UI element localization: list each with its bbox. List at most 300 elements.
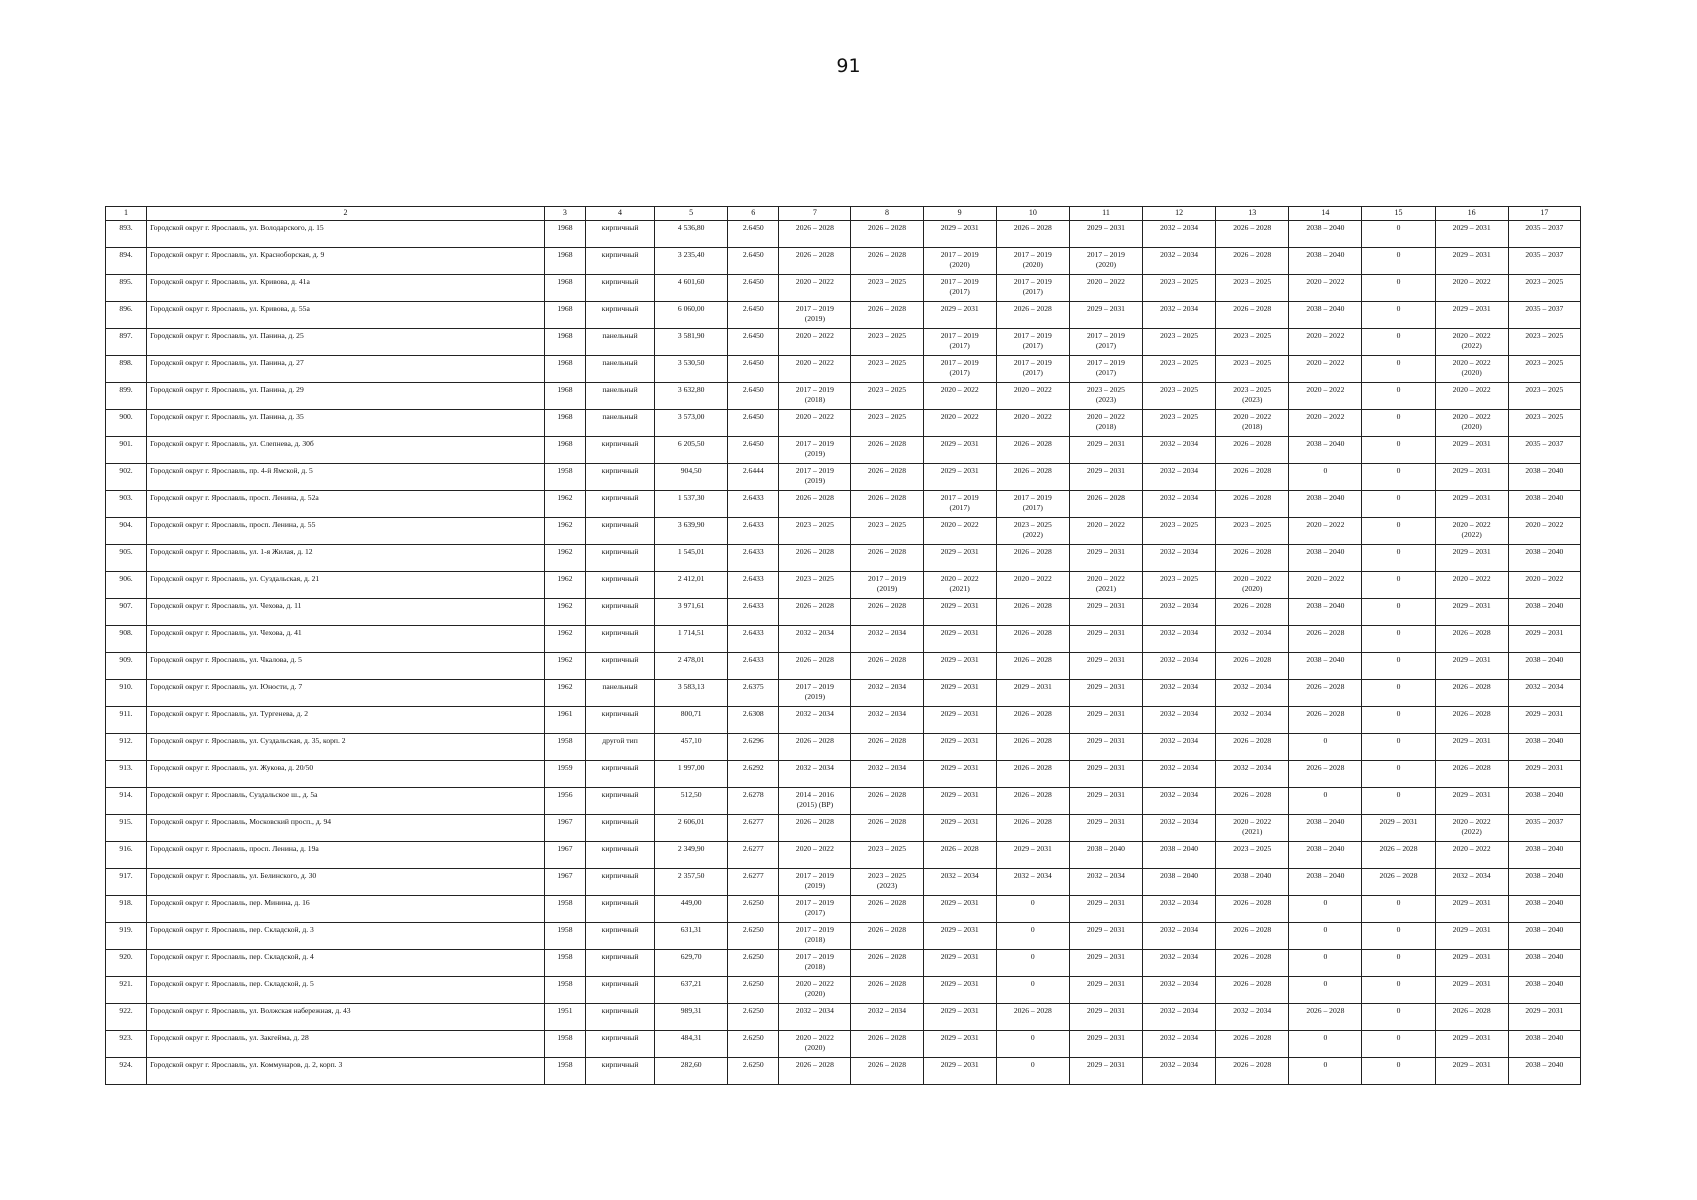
table-cell: 2026 – 2028 <box>779 491 851 518</box>
table-cell: 2029 – 2031 <box>1069 923 1142 950</box>
table-cell: 2032 – 2034 <box>851 707 923 734</box>
table-cell: 2023 – 2025 <box>1143 329 1216 356</box>
table-row <box>106 302 1581 329</box>
table-cell: 2 478,01 <box>655 653 728 680</box>
table-cell: 2026 – 2028 <box>1216 221 1289 248</box>
table-cell: 2029 – 2031 <box>1508 626 1580 653</box>
table-cell: 2017 – 2019 (2020) <box>996 248 1069 275</box>
table-row <box>106 1004 1581 1031</box>
table-cell: 0 <box>1362 896 1435 923</box>
table-cell: 2026 – 2028 <box>1216 1031 1289 1058</box>
table-cell: кирпичный <box>585 626 654 653</box>
table-cell: 2026 – 2028 <box>996 815 1069 842</box>
table-cell: 2032 – 2034 <box>1143 761 1216 788</box>
table-cell: 2023 – 2025 <box>1143 572 1216 599</box>
table-cell: 2029 – 2031 <box>1435 653 1508 680</box>
table-cell: кирпичный <box>585 1031 654 1058</box>
table-cell: 2038 – 2040 <box>1069 842 1142 869</box>
table-cell: 2035 – 2037 <box>1508 221 1580 248</box>
table-cell: 2020 – 2022 <box>1069 275 1142 302</box>
table-cell: 2020 – 2022 <box>1289 383 1362 410</box>
table-cell: 918. <box>106 896 147 923</box>
table-cell: 2026 – 2028 <box>851 437 923 464</box>
table-cell: 2020 – 2022 <box>923 383 996 410</box>
table-cell: 0 <box>1362 734 1435 761</box>
address-cell: Городской округ г. Ярославль, пер. Складской, д. 5 <box>147 977 545 1004</box>
table-cell: 2032 – 2034 <box>1216 680 1289 707</box>
table-cell: 1959 <box>544 761 585 788</box>
table-cell: 1968 <box>544 410 585 437</box>
table-cell: 2026 – 2028 <box>1216 950 1289 977</box>
table-cell: 2023 – 2025 <box>1143 518 1216 545</box>
table-cell: 2038 – 2040 <box>1289 248 1362 275</box>
table-cell: 2038 – 2040 <box>1289 815 1362 842</box>
table-cell: 2 412,01 <box>655 572 728 599</box>
table-cell: 2029 – 2031 <box>923 464 996 491</box>
table-cell: 2023 – 2025 <box>1508 383 1580 410</box>
table-cell: 2026 – 2028 <box>1216 788 1289 815</box>
table-cell: 2026 – 2028 <box>851 1058 923 1085</box>
table-cell: 2029 – 2031 <box>923 599 996 626</box>
table-cell: 1956 <box>544 788 585 815</box>
table-cell: 1951 <box>544 1004 585 1031</box>
table-cell: 2029 – 2031 <box>1435 1031 1508 1058</box>
table-cell: 1958 <box>544 734 585 761</box>
table-cell: 1958 <box>544 464 585 491</box>
address-cell: Городской округ г. Ярославль, ул. Волжская набережная, д. 43 <box>147 1004 545 1031</box>
table-cell: 2029 – 2031 <box>1069 950 1142 977</box>
table-cell: 2029 – 2031 <box>996 842 1069 869</box>
table-cell: 2 349,90 <box>655 842 728 869</box>
table-cell: 2029 – 2031 <box>1069 1058 1142 1085</box>
address-cell: Городской округ г. Ярославль, ул. Панина, д. 25 <box>147 329 545 356</box>
table-cell: 903. <box>106 491 147 518</box>
table-cell: 2029 – 2031 <box>1069 464 1142 491</box>
table-cell: 2029 – 2031 <box>1435 950 1508 977</box>
table-cell: кирпичный <box>585 464 654 491</box>
address-cell: Городской округ г. Ярославль, Суздальское ш., д. 5а <box>147 788 545 815</box>
table-cell: 2026 – 2028 <box>1216 491 1289 518</box>
table-cell: кирпичный <box>585 815 654 842</box>
table-cell: 900. <box>106 410 147 437</box>
table-cell: кирпичный <box>585 302 654 329</box>
table-cell: 0 <box>1362 437 1435 464</box>
table-cell: 0 <box>1362 491 1435 518</box>
table-row <box>106 599 1581 626</box>
table-cell: 2020 – 2022 (2018) <box>1216 410 1289 437</box>
table-cell: 2032 – 2034 <box>779 707 851 734</box>
table-cell: 2023 – 2025 <box>1143 410 1216 437</box>
table-cell: 2029 – 2031 <box>1069 761 1142 788</box>
table-cell: 0 <box>1362 707 1435 734</box>
table-cell: 2020 – 2022 (2022) <box>1435 329 1508 356</box>
table-cell: 2023 – 2025 <box>1143 275 1216 302</box>
address-cell: Городской округ г. Ярославль, ул. Кривова, д. 41а <box>147 275 545 302</box>
column-header: 15 <box>1362 207 1435 221</box>
table-cell: 2032 – 2034 <box>851 626 923 653</box>
table-row <box>106 842 1581 869</box>
table-cell: 2032 – 2034 <box>1143 464 1216 491</box>
table-cell: 2026 – 2028 <box>779 545 851 572</box>
table-cell: 2026 – 2028 <box>779 1058 851 1085</box>
table-cell: 2.6450 <box>728 221 779 248</box>
table-cell: 2026 – 2028 <box>1216 923 1289 950</box>
table-cell: 1962 <box>544 491 585 518</box>
table-cell: 2038 – 2040 <box>1143 869 1216 896</box>
table-cell: 2038 – 2040 <box>1289 437 1362 464</box>
address-cell: Городской округ г. Ярославль, пр. 4-й Ямской, д. 5 <box>147 464 545 491</box>
table-cell: 2032 – 2034 <box>1143 707 1216 734</box>
table-cell: 2029 – 2031 <box>1435 302 1508 329</box>
table-cell: 2020 – 2022 <box>1435 383 1508 410</box>
table-row <box>106 977 1581 1004</box>
table-cell: 2029 – 2031 <box>923 653 996 680</box>
table-cell: 908. <box>106 626 147 653</box>
table-cell: 457,10 <box>655 734 728 761</box>
address-cell: Городской округ г. Ярославль, ул. Красноборская, д. 9 <box>147 248 545 275</box>
table-cell: 449,00 <box>655 896 728 923</box>
table-cell: 2023 – 2025 <box>1508 275 1580 302</box>
table-cell: 2 357,50 <box>655 869 728 896</box>
column-header: 16 <box>1435 207 1508 221</box>
address-cell: Городской округ г. Ярославль, ул. Панина, д. 29 <box>147 383 545 410</box>
table-cell: 0 <box>996 1058 1069 1085</box>
table-cell: 2020 – 2022 <box>923 410 996 437</box>
table-cell: 2029 – 2031 <box>1508 1004 1580 1031</box>
table-cell: 1 997,00 <box>655 761 728 788</box>
table-cell: 2020 – 2022 <box>1069 518 1142 545</box>
table-cell: 2026 – 2028 <box>996 707 1069 734</box>
table-cell: 911. <box>106 707 147 734</box>
table-cell: 0 <box>1362 248 1435 275</box>
table-cell: 512,50 <box>655 788 728 815</box>
table-cell: 2017 – 2019 (2017) <box>1069 329 1142 356</box>
table-row <box>106 923 1581 950</box>
table-cell: 0 <box>1362 356 1435 383</box>
table-cell: 2017 – 2019 (2019) <box>779 464 851 491</box>
table-cell: 2026 – 2028 <box>1216 545 1289 572</box>
table-cell: 2029 – 2031 <box>923 437 996 464</box>
table-row <box>106 653 1581 680</box>
address-cell: Городской округ г. Ярославль, ул. Белинского, д. 30 <box>147 869 545 896</box>
table-cell: 2029 – 2031 <box>1435 788 1508 815</box>
table-cell: 989,31 <box>655 1004 728 1031</box>
table-cell: 2038 – 2040 <box>1143 842 1216 869</box>
table-cell: 2029 – 2031 <box>1069 680 1142 707</box>
table-cell: 2038 – 2040 <box>1508 599 1580 626</box>
table-cell: 2023 – 2025 (2023) <box>1216 383 1289 410</box>
table-cell: 2020 – 2022 (2018) <box>1069 410 1142 437</box>
table-cell: 2026 – 2028 <box>996 545 1069 572</box>
table-cell: 2023 – 2025 <box>779 518 851 545</box>
table-cell: 2026 – 2028 <box>1216 734 1289 761</box>
table-cell: 0 <box>1362 545 1435 572</box>
table-cell: 2023 – 2025 <box>1216 275 1289 302</box>
table-cell: 2038 – 2040 <box>1289 869 1362 896</box>
table-cell: 2020 – 2022 <box>1508 518 1580 545</box>
table-cell: 1968 <box>544 356 585 383</box>
table-cell: 3 573,00 <box>655 410 728 437</box>
table-cell: 2029 – 2031 <box>1435 923 1508 950</box>
table-cell: 1968 <box>544 383 585 410</box>
table-row <box>106 626 1581 653</box>
table-cell: 3 581,90 <box>655 329 728 356</box>
table-cell: 2029 – 2031 <box>923 1058 996 1085</box>
table-cell: 2017 – 2019 (2020) <box>1069 248 1142 275</box>
table-cell: 2020 – 2022 <box>996 410 1069 437</box>
table-cell: 2038 – 2040 <box>1508 923 1580 950</box>
table-cell: 2032 – 2034 <box>996 869 1069 896</box>
table-cell: кирпичный <box>585 599 654 626</box>
table-cell: 3 971,61 <box>655 599 728 626</box>
table-cell: 0 <box>1362 383 1435 410</box>
table-cell: 2.6450 <box>728 275 779 302</box>
table-cell: 2026 – 2028 <box>1289 626 1362 653</box>
column-header: 6 <box>728 207 779 221</box>
table-cell: 1958 <box>544 1058 585 1085</box>
table-cell: 2032 – 2034 <box>1143 815 1216 842</box>
address-cell: Городской округ г. Ярославль, Московский просп., д. 94 <box>147 815 545 842</box>
table-cell: 2032 – 2034 <box>1143 599 1216 626</box>
table-cell: 2038 – 2040 <box>1508 734 1580 761</box>
table-cell: 2038 – 2040 <box>1289 221 1362 248</box>
table-cell: 2020 – 2022 (2021) <box>923 572 996 599</box>
table-cell: 2026 – 2028 <box>1216 248 1289 275</box>
table-cell: 2029 – 2031 <box>923 545 996 572</box>
table-cell: 0 <box>996 896 1069 923</box>
table-cell: 905. <box>106 545 147 572</box>
table-row <box>106 491 1581 518</box>
table-cell: 2017 – 2019 (2017) <box>996 491 1069 518</box>
table-cell: 2029 – 2031 <box>1069 896 1142 923</box>
table-cell: 2023 – 2025 <box>1508 356 1580 383</box>
table-cell: 2023 – 2025 <box>1216 356 1289 383</box>
address-cell: Городской округ г. Ярославль, пер. Минина, д. 16 <box>147 896 545 923</box>
table-cell: 0 <box>1289 734 1362 761</box>
table-row <box>106 329 1581 356</box>
table-cell: 2026 – 2028 <box>851 788 923 815</box>
table-row <box>106 1058 1581 1085</box>
table-cell: 1967 <box>544 842 585 869</box>
table-cell: 2029 – 2031 <box>1069 626 1142 653</box>
table-cell: 2020 – 2022 (2020) <box>779 977 851 1004</box>
table-cell: 2020 – 2022 (2021) <box>1216 815 1289 842</box>
table-cell: кирпичный <box>585 653 654 680</box>
table-cell: 916. <box>106 842 147 869</box>
table-cell: 0 <box>1362 329 1435 356</box>
table-cell: 2026 – 2028 <box>923 842 996 869</box>
table-cell: 2032 – 2034 <box>1143 302 1216 329</box>
address-cell: Городской округ г. Ярославль, пер. Складской, д. 4 <box>147 950 545 977</box>
table-cell: кирпичный <box>585 572 654 599</box>
table-cell: 2038 – 2040 <box>1508 1031 1580 1058</box>
table-cell: 1968 <box>544 329 585 356</box>
table-cell: 2029 – 2031 <box>1435 977 1508 1004</box>
table-cell: 2032 – 2034 <box>1143 437 1216 464</box>
table-row <box>106 761 1581 788</box>
table-cell: 2023 – 2025 (2022) <box>996 518 1069 545</box>
table-cell: 2029 – 2031 <box>1069 734 1142 761</box>
table-cell: 2032 – 2034 <box>779 626 851 653</box>
table-row <box>106 572 1581 599</box>
address-cell: Городской округ г. Ярославль, ул. Суздальская, д. 21 <box>147 572 545 599</box>
table-cell: 6 205,50 <box>655 437 728 464</box>
table-cell: 2026 – 2028 <box>851 221 923 248</box>
table-cell: 2029 – 2031 <box>1069 1004 1142 1031</box>
address-cell: Городской округ г. Ярославль, ул. Кривова, д. 55а <box>147 302 545 329</box>
table-cell: 2026 – 2028 <box>1216 437 1289 464</box>
table-cell: 2032 – 2034 <box>1143 923 1216 950</box>
column-header: 7 <box>779 207 851 221</box>
table-cell: 2026 – 2028 <box>996 761 1069 788</box>
table-cell: 1968 <box>544 275 585 302</box>
table-cell: 920. <box>106 950 147 977</box>
table-cell: 2029 – 2031 <box>1435 734 1508 761</box>
table-cell: кирпичный <box>585 896 654 923</box>
table-cell: 2029 – 2031 <box>1362 815 1435 842</box>
table-cell: 2029 – 2031 <box>1435 491 1508 518</box>
address-cell: Городской округ г. Ярославль, ул. Коммунаров, д. 2, корп. 3 <box>147 1058 545 1085</box>
table-cell: 2029 – 2031 <box>1508 761 1580 788</box>
table-cell: 915. <box>106 815 147 842</box>
address-cell: Городской округ г. Ярославль, ул. Суздальская, д. 35, корп. 2 <box>147 734 545 761</box>
table-cell: 2026 – 2028 <box>1216 302 1289 329</box>
table-cell: 2029 – 2031 <box>923 302 996 329</box>
table-cell: 897. <box>106 329 147 356</box>
address-cell: Городской округ г. Ярославль, просп. Ленина, д. 19а <box>147 842 545 869</box>
table-cell: 2026 – 2028 <box>996 653 1069 680</box>
table-cell: 2017 – 2019 (2018) <box>779 383 851 410</box>
table-cell: 3 639,90 <box>655 518 728 545</box>
column-header: 2 <box>147 207 545 221</box>
table-cell: 2026 – 2028 <box>851 599 923 626</box>
table-cell: 0 <box>996 950 1069 977</box>
table-cell: 2038 – 2040 <box>1216 869 1289 896</box>
table-cell: 914. <box>106 788 147 815</box>
table-cell: 2023 – 2025 <box>1143 356 1216 383</box>
table-cell: кирпичный <box>585 842 654 869</box>
table-cell: 2038 – 2040 <box>1289 491 1362 518</box>
table-cell: 2020 – 2022 <box>779 329 851 356</box>
table-cell: 1968 <box>544 248 585 275</box>
table-row <box>106 356 1581 383</box>
table-cell: 2017 – 2019 (2017) <box>923 275 996 302</box>
table-cell: 910. <box>106 680 147 707</box>
table-cell: 2038 – 2040 <box>1289 545 1362 572</box>
table-cell: 1 537,30 <box>655 491 728 518</box>
table-cell: 921. <box>106 977 147 1004</box>
table-cell: 912. <box>106 734 147 761</box>
address-cell: Городской округ г. Ярославль, ул. Чехова, д. 11 <box>147 599 545 626</box>
table-cell: 2017 – 2019 (2019) <box>779 680 851 707</box>
table-cell: 2026 – 2028 <box>996 221 1069 248</box>
table-row <box>106 437 1581 464</box>
table-cell: 3 632,80 <box>655 383 728 410</box>
table-cell: 2026 – 2028 <box>851 302 923 329</box>
table-cell: 2020 – 2022 <box>996 572 1069 599</box>
table-cell: 2026 – 2028 <box>851 815 923 842</box>
table-cell: 2029 – 2031 <box>1069 977 1142 1004</box>
table-cell: 1967 <box>544 869 585 896</box>
table-cell: 2026 – 2028 <box>851 977 923 1004</box>
table-cell: 2014 – 2016 (2015) (ВР) <box>779 788 851 815</box>
table-cell: 2017 – 2019 (2019) <box>779 302 851 329</box>
table-cell: 2.6433 <box>728 626 779 653</box>
table-cell: кирпичный <box>585 248 654 275</box>
table-cell: 2032 – 2034 <box>851 761 923 788</box>
table-cell: кирпичный <box>585 788 654 815</box>
table-cell: 2029 – 2031 <box>923 221 996 248</box>
table-cell: 2029 – 2031 <box>1435 896 1508 923</box>
table-cell: 2032 – 2034 <box>1508 680 1580 707</box>
table-cell: панельный <box>585 383 654 410</box>
table-cell: 2038 – 2040 <box>1508 842 1580 869</box>
table-cell: 0 <box>1362 923 1435 950</box>
table-cell: кирпичный <box>585 518 654 545</box>
table-cell: 0 <box>1362 977 1435 1004</box>
table-cell: 0 <box>1362 950 1435 977</box>
table-cell: 2026 – 2028 <box>851 491 923 518</box>
table-cell: 1961 <box>544 707 585 734</box>
table-cell: 2038 – 2040 <box>1289 302 1362 329</box>
table-cell: 898. <box>106 356 147 383</box>
table-cell: 2.6277 <box>728 842 779 869</box>
table-cell: 1962 <box>544 572 585 599</box>
table-cell: 1968 <box>544 437 585 464</box>
table-cell: 1962 <box>544 599 585 626</box>
table-cell: 0 <box>1362 653 1435 680</box>
table-cell: 0 <box>996 977 1069 1004</box>
table-cell: 1958 <box>544 950 585 977</box>
table-cell: 2.6250 <box>728 950 779 977</box>
table-cell: 2026 – 2028 <box>1289 680 1362 707</box>
table-cell: 2.6433 <box>728 491 779 518</box>
table-cell: 2026 – 2028 <box>1289 761 1362 788</box>
table-cell: панельный <box>585 329 654 356</box>
table-cell: 0 <box>1362 464 1435 491</box>
table-cell: 2029 – 2031 <box>1508 707 1580 734</box>
table-cell: 2038 – 2040 <box>1508 1058 1580 1085</box>
table-cell: 2032 – 2034 <box>1143 734 1216 761</box>
table-cell: 904. <box>106 518 147 545</box>
table-row <box>106 221 1581 248</box>
table-cell: 907. <box>106 599 147 626</box>
table-cell: 282,60 <box>655 1058 728 1085</box>
table-cell: 2023 – 2025 <box>779 572 851 599</box>
table-cell: кирпичный <box>585 437 654 464</box>
table-cell: 2.6450 <box>728 383 779 410</box>
table-cell: 2026 – 2028 <box>1362 869 1435 896</box>
table-cell: 1962 <box>544 545 585 572</box>
column-header: 12 <box>1143 207 1216 221</box>
table-cell: 2020 – 2022 <box>779 410 851 437</box>
table-cell: 2032 – 2034 <box>1143 950 1216 977</box>
table-cell: 2026 – 2028 <box>779 734 851 761</box>
table-cell: 2.6433 <box>728 518 779 545</box>
table-cell: 2026 – 2028 <box>1216 599 1289 626</box>
table-cell: 2032 – 2034 <box>779 761 851 788</box>
table-cell: 0 <box>1289 464 1362 491</box>
table-cell: 0 <box>1289 896 1362 923</box>
table-cell: 895. <box>106 275 147 302</box>
table-cell: 2035 – 2037 <box>1508 815 1580 842</box>
table-cell: 2032 – 2034 <box>1435 869 1508 896</box>
table-cell: 0 <box>1362 1004 1435 1031</box>
table-cell: 629,70 <box>655 950 728 977</box>
table-cell: 2029 – 2031 <box>923 923 996 950</box>
table-cell: 2035 – 2037 <box>1508 302 1580 329</box>
table-cell: 2029 – 2031 <box>1069 653 1142 680</box>
